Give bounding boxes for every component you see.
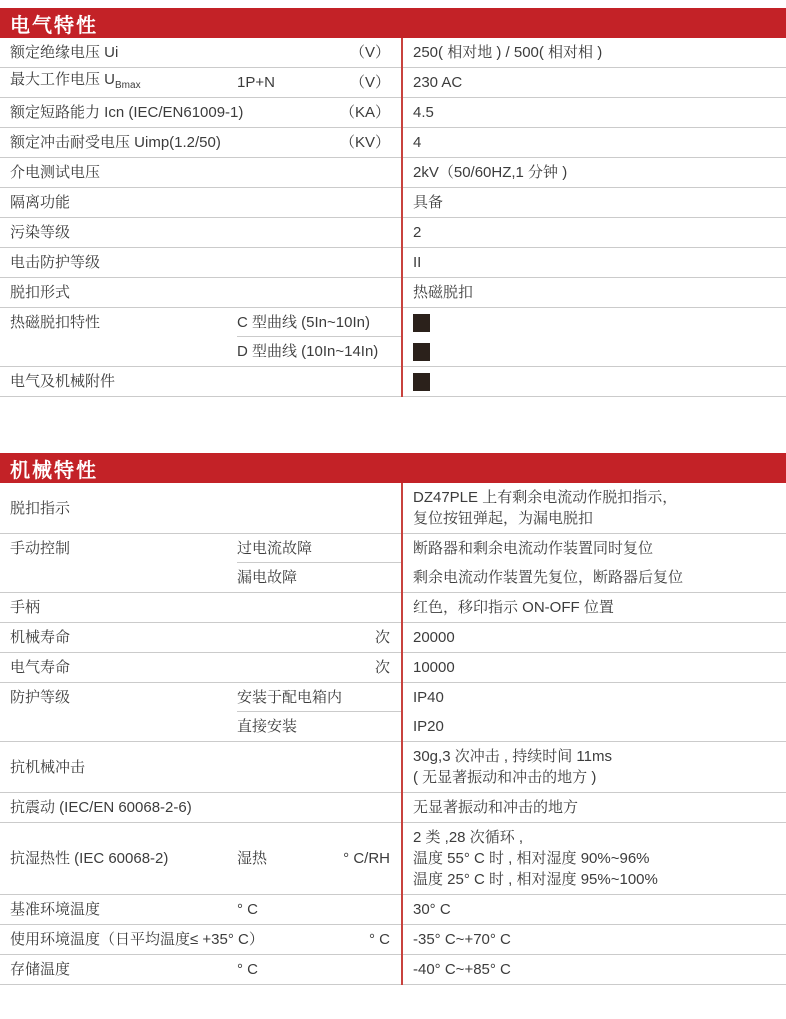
condition-cell [237, 308, 401, 337]
subrow-group [237, 308, 786, 366]
value-text: 4.5 [413, 104, 434, 121]
row-label: 额定冲击耐受电压 Uimp(1.2/50) [10, 134, 221, 151]
row-label-cell [0, 534, 237, 563]
value-cell [401, 367, 786, 396]
value-text: 4 [413, 134, 422, 151]
row-label: 额定绝缘电压 Ui [10, 44, 119, 61]
unit-text: （KA） [339, 104, 390, 121]
unit-text: ° C [369, 931, 390, 948]
value-cell [401, 653, 786, 682]
value-text: 断路器和剩余电流动作装置同时复位 [413, 540, 654, 557]
table-row [0, 98, 786, 128]
table-row [0, 158, 786, 188]
row-label: 电击防护等级 [10, 254, 101, 271]
table-row [0, 278, 786, 308]
value-cell [401, 337, 786, 366]
row-label-cell [0, 757, 237, 778]
table-row [0, 308, 786, 367]
value-text: 红色，移印指示 ON-OFF 位置 [413, 599, 614, 616]
unit-text: 次 [374, 629, 390, 646]
table-row [0, 623, 786, 653]
row-label-cell [0, 498, 237, 519]
unit-text: ° C/RH [343, 850, 390, 867]
row-label: 介电测试电压 [10, 164, 101, 181]
condition-text: 湿热 [237, 850, 268, 867]
table-row [0, 683, 786, 742]
condition-cell [237, 899, 401, 920]
value-text: II [413, 254, 422, 271]
value-cell [401, 683, 786, 712]
value-cell [401, 823, 786, 894]
unit-text: （V） [349, 44, 390, 61]
column-divider-line [401, 483, 403, 985]
electrical-spec-table [0, 38, 786, 397]
row-label-cell [0, 162, 237, 183]
row-label: 使用环境温度（日平均温度≤ +35° C） [10, 931, 264, 948]
row-label-cell [0, 282, 237, 303]
row-label-cell [0, 657, 237, 678]
value-line: DZ47PLE 上有剩余电流动作脱扣指示， [413, 489, 678, 506]
table-subrow [237, 337, 786, 366]
condition-cell [237, 657, 401, 678]
row-label: 存储温度 [10, 961, 71, 978]
condition-text: 漏电故障 [237, 569, 298, 586]
table-subrow [237, 683, 786, 712]
table-row [0, 534, 786, 593]
value-cell [401, 38, 786, 67]
table-row [0, 483, 786, 534]
condition-cell [237, 132, 401, 153]
value-text: 230 AC [413, 74, 463, 91]
condition-text: ° C [237, 961, 258, 978]
black-square-icon [413, 314, 430, 332]
row-label-cell [0, 899, 237, 920]
table-row [0, 128, 786, 158]
row-label-cell [0, 308, 237, 337]
black-square-icon [413, 373, 430, 391]
condition-cell [237, 42, 401, 63]
section-mechanical-title: 机械特性 [0, 453, 786, 483]
value-cell [401, 955, 786, 984]
value-cell [401, 158, 786, 187]
unit-text: （V） [349, 74, 390, 91]
table-row [0, 218, 786, 248]
table-row [0, 367, 786, 397]
condition-text: C 型曲线 (5In~10In) [237, 313, 370, 331]
value-cell [401, 895, 786, 924]
row-label: 抗震动 (IEC/EN 60068-2-6) [10, 799, 192, 816]
condition-cell [237, 563, 401, 592]
condition-cell [237, 72, 401, 93]
value-text: 2 [413, 224, 422, 241]
value-cell [401, 534, 786, 563]
table-row [0, 793, 786, 823]
value-text: 20000 [413, 629, 455, 646]
table-subrow [237, 534, 786, 563]
value-text: IP40 [413, 689, 444, 706]
row-label-cell [0, 597, 237, 618]
value-cell [401, 308, 786, 337]
value-cell [401, 188, 786, 217]
table-row [0, 895, 786, 925]
condition-text: 安装于配电箱内 [237, 688, 343, 706]
value-text: 10000 [413, 659, 455, 676]
value-line: 30g,3 次冲击 , 持续时间 11ms [413, 748, 612, 765]
value-cell [401, 623, 786, 652]
condition-cell [237, 102, 401, 123]
section-mechanical [0, 453, 786, 985]
row-label-cell [0, 959, 237, 980]
value-cell [401, 278, 786, 307]
row-label: 抗机械冲击 [10, 758, 86, 776]
value-cell [401, 593, 786, 622]
table-row [0, 188, 786, 218]
value-text: -35° C~+70° C [413, 931, 511, 948]
row-label-cell [0, 132, 237, 153]
row-label: 电气寿命 [10, 659, 71, 676]
row-label-cell [0, 102, 244, 123]
table-row [0, 38, 786, 68]
condition-text: D 型曲线 (10In~14In) [237, 343, 379, 360]
value-cell [401, 68, 786, 97]
row-label: 手柄 [10, 599, 41, 616]
condition-cell [237, 534, 401, 563]
row-label: 电气及机械附件 [10, 373, 116, 390]
section-electrical-title: 电气特性 [0, 8, 786, 38]
row-label: 热磁脱扣特性 [10, 314, 101, 331]
row-label: 隔离功能 [10, 194, 71, 211]
condition-cell [237, 929, 401, 950]
row-label-cell [0, 848, 237, 869]
value-line: 2 类 ,28 次循环 , [413, 829, 524, 846]
condition-text: ° C [237, 901, 258, 918]
row-label-cell [0, 42, 237, 63]
row-label: 机械寿命 [10, 629, 71, 646]
section-electrical [0, 8, 786, 397]
condition-cell [237, 848, 401, 869]
row-label: 抗湿热性 (IEC 60068-2) [10, 850, 169, 867]
table-row [0, 742, 786, 793]
row-label-cell [0, 797, 237, 818]
condition-text: 直接安装 [237, 718, 298, 735]
value-text: 2kV（50/60HZ,1 分钟 ) [413, 164, 568, 181]
table-row [0, 925, 786, 955]
row-label: 手动控制 [10, 540, 71, 557]
value-line: ( 无显著振动和冲击的地方 ) [413, 769, 597, 786]
condition-cell [237, 337, 401, 366]
value-cell [401, 793, 786, 822]
table-row [0, 955, 786, 985]
condition-cell [237, 627, 401, 648]
value-cell [401, 248, 786, 277]
row-label-cell [0, 69, 237, 96]
condition-text: 过电流故障 [237, 539, 313, 557]
subrow-group [237, 534, 786, 592]
row-label: 基准环境温度 [10, 901, 101, 918]
row-label-cell [0, 252, 237, 273]
row-label: 额定短路能力 Icn (IEC/EN61009-1) [10, 104, 244, 121]
row-label: 污染等级 [10, 224, 71, 241]
unit-text: （KV） [339, 134, 390, 151]
value-cell [401, 712, 786, 741]
row-label: 最大工作电压 U [10, 71, 116, 88]
row-label: 防护等级 [10, 689, 71, 706]
value-text: 热磁脱扣 [413, 284, 474, 301]
value-text: -40° C~+85° C [413, 961, 511, 978]
row-label-cell [0, 192, 237, 213]
condition-cell [237, 683, 401, 712]
condition-cell [237, 712, 401, 741]
value-text: IP20 [413, 718, 444, 735]
value-cell [401, 98, 786, 127]
condition-cell [237, 959, 401, 980]
subrow-group [237, 683, 786, 741]
value-cell [401, 483, 786, 533]
value-text: 剩余电流动作装置先复位，断路器后复位 [413, 569, 684, 586]
row-label: 脱扣指示 [10, 499, 71, 517]
value-text: 250( 相对地 ) / 500( 相对相 ) [413, 44, 603, 61]
value-cell [401, 742, 786, 792]
table-subrow [237, 308, 786, 337]
value-cell [401, 218, 786, 247]
value-cell [401, 128, 786, 157]
row-label-cell [0, 627, 237, 648]
value-line: 温度 55° C 时 , 相对湿度 90%~96% [413, 850, 650, 867]
row-label-cell [0, 929, 264, 950]
row-label-cell [0, 371, 237, 392]
row-label-cell [0, 683, 237, 712]
value-line: 温度 25° C 时 , 相对湿度 95%~100% [413, 871, 658, 888]
black-square-icon [413, 343, 430, 361]
mechanical-spec-table [0, 483, 786, 985]
value-cell [401, 925, 786, 954]
column-divider-line [401, 38, 403, 397]
value-line: 复位按钮弹起，为漏电脱扣 [413, 510, 594, 527]
value-text: 具备 [413, 194, 444, 211]
table-row [0, 823, 786, 895]
table-row [0, 68, 786, 98]
row-label: 脱扣形式 [10, 284, 71, 301]
value-text: 无显著振动和冲击的地方 [413, 799, 579, 816]
value-text: 30° C [413, 901, 451, 918]
table-row [0, 653, 786, 683]
unit-text: 次 [374, 659, 390, 676]
row-label-subscript: Bmax [115, 80, 141, 91]
row-label-cell [0, 222, 237, 243]
value-cell [401, 563, 786, 592]
condition-text: 1P+N [237, 74, 275, 91]
table-subrow [237, 563, 786, 592]
table-subrow [237, 712, 786, 741]
table-row [0, 593, 786, 623]
table-row [0, 248, 786, 278]
